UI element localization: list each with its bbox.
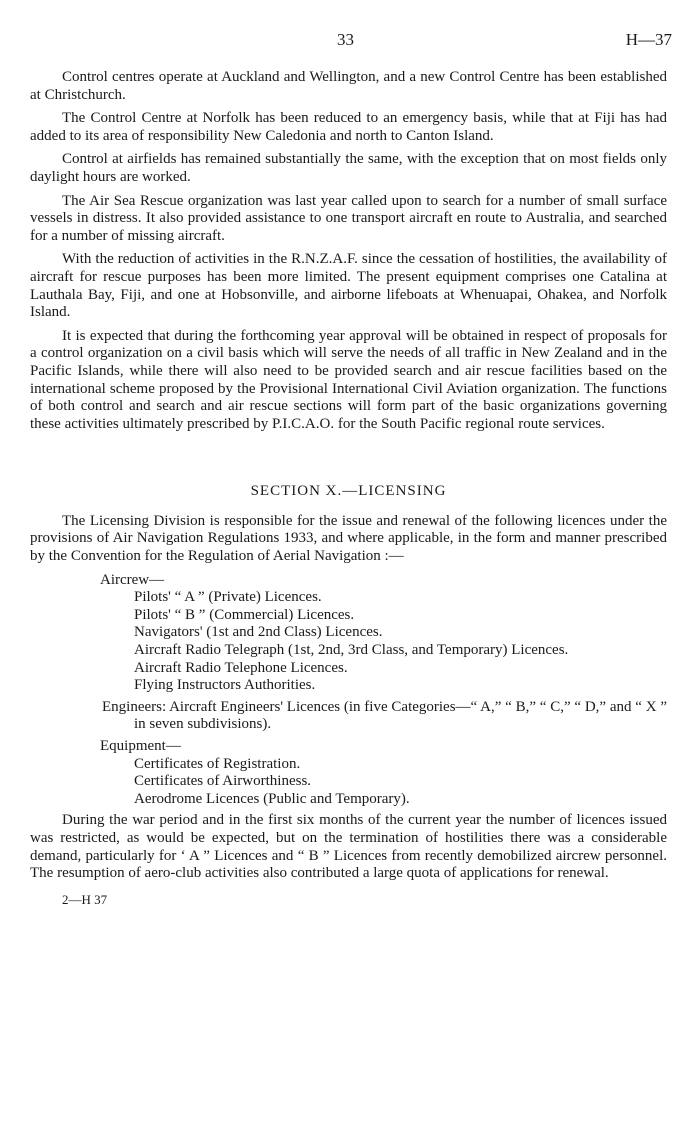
paragraph: With the reduction of activities in the R.N.Z.A.F. since the cessation of hostilities, the availability of aircraft for rescue purposes has been more limited. The present equipment comprises one Catalina at Lauthala Bay, Fiji, and one at Hobsonville, and airborne lifeboats at Whenuapai, Ohakea, and Norfolk Island. [30,251,667,321]
paragraph: During the war period and in the first six months of the current year the number of licences issued was restricted, as would be expected, but on the termination of hostilities there was a considerable demand, particularly for ‘ A ” Licences and “ B ” Licences from recently demobilized aircrew personnel. The resumption of aero-club activities also contributed a large quota of applications for renewal. [30,812,667,882]
paragraph: Control centres operate at Auckland and Wellington, and a new Control Centre has been established at Christchurch. [30,69,667,103]
paragraph: The Air Sea Rescue organization was last year called upon to search for a number of small surface vessels in distress. It also provided assistance to one transport aircraft en route to Australia, and searched for a number of missing aircraft. [30,192,667,244]
list-heading: Aircrew— [100,571,165,588]
aircrew-list [30,572,667,695]
list-item: Engineers: Aircraft Engineers' Licences (in five Categories—“ A,” “ B,” “ C,” “ D,” and “ X ” in seven subdivisions). [102,698,667,733]
list-heading: Equipment— [100,738,181,754]
engineers-entry [30,699,667,734]
document-code: H—37 [625,30,672,49]
paragraph: It is expected that during the forthcoming year approval will be obtained in respect of proposals for a control organization on a civil basis which will serve the needs of all traffic in New Zealand and in the Pacific Islands, while there will also need to be provided search and air rescue facilities based on the international scheme proposed by the Provisional International Civil Aviation organization. The functions of both control and search and air rescue sections will form part of the basic organizations governing these activities ultimately prescribed by P.I.C.A.O. for the South Pacific regional route services. [30,327,667,432]
page-number: 33 [337,30,354,49]
document-body [30,69,667,908]
list-item: Pilots' “ A ” (Private) Licences. [134,589,322,606]
list-item: Aircraft Radio Telephone Licences. [134,659,348,676]
list-item: Aerodrome Licences (Public and Temporary). [134,790,410,807]
list-item: Flying Instructors Authorities. [134,677,316,694]
list-item: Certificates of Registration. [134,755,301,772]
paragraph: The Control Centre at Norfolk has been reduced to an emergency basis, while that at Fiji has had added to its area of responsibility New Caledonia and north to Canton Island. [30,110,667,144]
list-item: Certificates of Airworthiness. [134,773,312,790]
equipment-list [30,738,667,808]
section-intro: The Licensing Division is responsible for the issue and renewal of the following licences under the provisions of Air Navigation Regulations 1933, and where applicable, in the form and manner prescribed by the Convention for the Regulation of Aerial Navigation :— [30,512,667,565]
list-item: Aircraft Radio Telegraph (1st, 2nd, 3rd Class, and Temporary) Licences. [134,642,569,659]
list-item: Navigators' (1st and 2nd Class) Licences. [134,624,383,641]
page-header [0,30,700,52]
section-heading: SECTION X.—LICENSING [250,483,447,500]
list-item: Pilots' “ B ” (Commercial) Licences. [134,606,355,623]
paragraph: Control at airfields has remained substantially the same, with the exception that on most fields only daylight hours are worked. [30,151,667,185]
signature-mark: 2—H 37 [62,891,108,907]
